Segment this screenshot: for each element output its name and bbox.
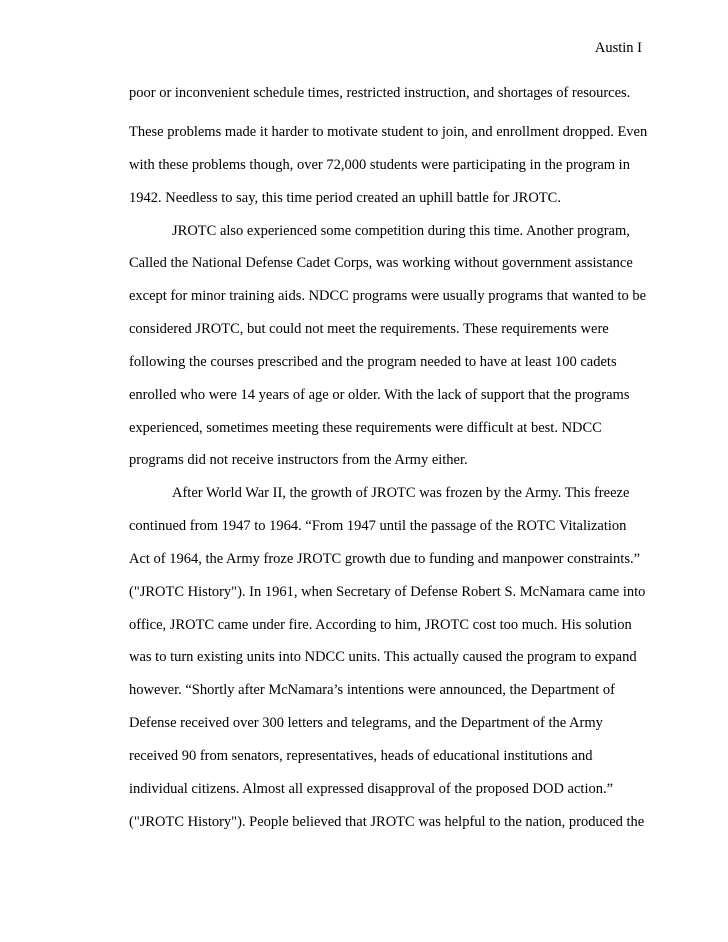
paragraph-first-line: After World War II, the growth of JROTC was frozen by the Army. This freeze	[172, 485, 630, 501]
text-line: however. “Shortly after McNamara’s intentions were announced, the Department of	[129, 682, 615, 698]
text-line: individual citizens. Almost all expressed disapproval of the proposed DOD action.”	[129, 781, 614, 797]
text-line: received 90 from senators, representatives, heads of educational institutions and	[129, 748, 593, 764]
text-line: following the courses prescribed and the program needed to have at least 100 cadets	[129, 354, 617, 370]
text-line: enrolled who were 14 years of age or older. With the lack of support that the programs	[129, 387, 630, 403]
text-line: experienced, sometimes meeting these requirements were difficult at best. NDCC	[129, 420, 602, 436]
text-line: poor or inconvenient schedule times, restricted instruction, and shortages of resources.	[129, 85, 631, 101]
text-line: considered JROTC, but could not meet the requirements. These requirements were	[129, 321, 609, 337]
text-line: continued from 1947 to 1964. “From 1947 until the passage of the ROTC Vitalization	[129, 518, 627, 534]
text-line: was to turn existing units into NDCC units. This actually caused the program to expand	[129, 649, 637, 665]
running-head: Austin I	[594, 40, 642, 56]
paragraph-first-line: JROTC also experienced some competition during this time. Another program,	[172, 223, 630, 239]
text-line: 1942. Needless to say, this time period created an uphill battle for JROTC.	[129, 190, 561, 206]
text-line: office, JROTC came under fire. According to him, JROTC cost too much. His solution	[129, 617, 632, 633]
text-line: Called the National Defense Cadet Corps, was working without government assistance	[129, 255, 633, 271]
text-line: except for minor training aids. NDCC programs were usually programs that wanted to be	[129, 288, 647, 304]
text-line: Defense received over 300 letters and telegrams, and the Department of the Army	[129, 715, 603, 731]
text-line: These problems made it harder to motivate student to join, and enrollment dropped. Even	[129, 124, 648, 140]
text-line: programs did not receive instructors from the Army either.	[129, 452, 468, 468]
text-line: with these problems though, over 72,000 students were participating in the program in	[129, 157, 630, 173]
text-line: Act of 1964, the Army froze JROTC growth due to funding and manpower constraints.”	[129, 551, 641, 567]
text-line: ("JROTC History"). People believed that JROTC was helpful to the nation, produced the	[129, 814, 645, 830]
text-line: ("JROTC History"). In 1961, when Secretary of Defense Robert S. McNamara came into	[129, 584, 646, 600]
